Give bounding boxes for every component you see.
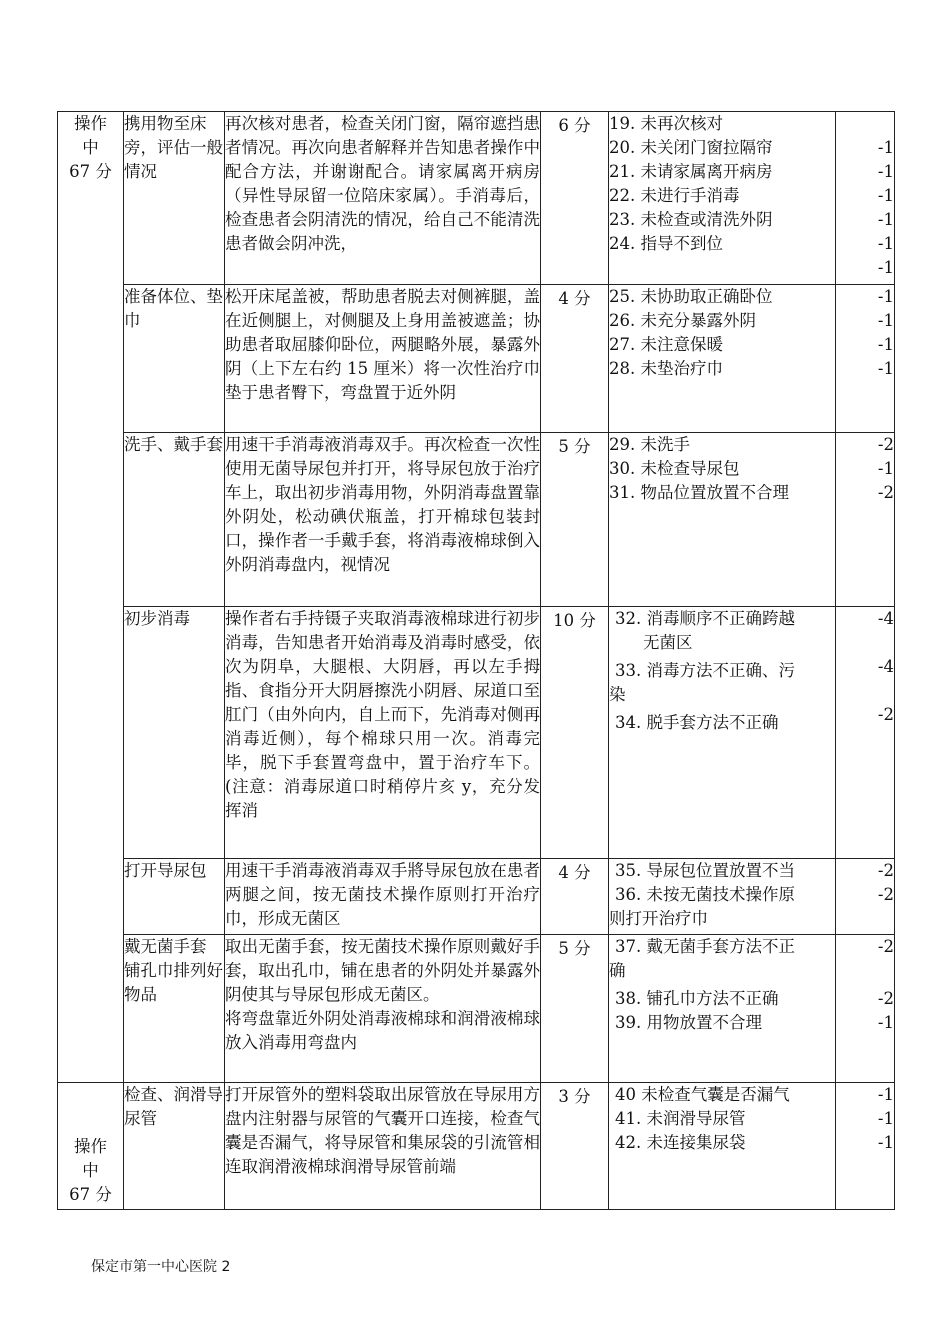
- points-cell: [836, 285, 895, 433]
- content-cell: [225, 859, 541, 935]
- point-value: -2: [877, 989, 894, 1008]
- deduction-item: 则打开治疗巾: [609, 909, 708, 928]
- score-cell: 5 分: [541, 935, 609, 1083]
- deduction-item: 33. 消毒方法不正确、污: [615, 661, 795, 680]
- point-value: -1: [877, 1013, 894, 1032]
- deduction-cell: [609, 433, 836, 607]
- category-line: 67 分: [69, 162, 112, 181]
- points-cell: [836, 859, 895, 935]
- deduction-item: 25. 未协助取正确卧位: [609, 287, 773, 306]
- score-cell: 3 分: [541, 1083, 609, 1210]
- item-cell: 戴无菌手套 铺孔巾排列好物品: [124, 935, 225, 1083]
- point-value: -2: [877, 483, 894, 502]
- point-value: -1: [877, 1133, 894, 1152]
- category-line: 67 分: [69, 1185, 112, 1204]
- point-value: -4: [877, 609, 894, 628]
- content-paragraph: 操作者右手持镊子夹取消毒液棉球进行初步消毒，告知患者开始消毒及消毒时感受，依次为阴阜，大腿根、大阴唇，再以左手拇指、食指分开大阴唇擦洗小阴唇、尿道口至肛门（由外向内，自上而下，先消毒对侧再消毒近侧），每个棉球只用一次。消毒完毕，脱下手套置弯盘中，置于治疗车下。(注意：消毒尿道口时稍停片亥 y，充分发挥消: [225, 609, 540, 820]
- table-row: [58, 112, 895, 285]
- deduction-item: 38. 铺孔巾方法不正确: [615, 989, 779, 1008]
- score-cell: 4 分: [541, 285, 609, 433]
- table-row: [58, 607, 895, 859]
- deduction-item: 42. 未连接集尿袋: [615, 1133, 746, 1152]
- deduction-item: 27. 未注意保暖: [609, 335, 723, 354]
- point-value: -2: [877, 861, 894, 880]
- content-paragraph: 用速干手消毒液消毒双手將导尿包放在患者两腿之间，按无菌技术操作原则打开治疗巾，形成无菌区: [225, 861, 540, 928]
- content-cell: [225, 285, 541, 433]
- deduction-item: 34. 脱手套方法不正确: [615, 713, 779, 732]
- points-cell: [836, 607, 895, 859]
- score-cell: 10 分: [541, 607, 609, 859]
- point-value: -1: [877, 359, 894, 378]
- deduction-item: 41. 未润滑导尿管: [615, 1109, 746, 1128]
- points-cell: [836, 935, 895, 1083]
- point-value: -4: [877, 657, 894, 676]
- table-row: [58, 433, 895, 607]
- point-value: -1: [877, 162, 894, 181]
- category-line: 操作: [74, 1137, 107, 1156]
- deduction-item: 24. 指导不到位: [609, 234, 723, 253]
- deduction-item: 39. 用物放置不合理: [615, 1013, 762, 1032]
- content-paragraph: 再次核对患者，检查关闭门窗，隔帘遮挡患者情况。再次向患者解释并告知患者操作中配合方法，并谢谢配合。请家属离开病房（异性导尿留一位陪床家属）。手消毒后，检查患者会阴清洗的情况，给自己不能清洗患者做会阴冲洗，: [225, 114, 540, 253]
- point-value: -1: [877, 459, 894, 478]
- deduction-item: 23. 未检查或清洗外阴: [609, 210, 773, 229]
- deduction-item: 40 未检查气囊是否漏气: [615, 1085, 790, 1104]
- content-paragraph: 打开尿管外的塑料袋取出尿管放在导尿用方盘内注射器与尿管的气囊开口连接，检查气囊是否漏气，将导尿管和集尿袋的引流管相连取润滑液棉球润滑导尿管前端: [225, 1085, 540, 1176]
- item-cell: 打开导尿包: [124, 859, 225, 935]
- points-cell: [836, 433, 895, 607]
- content-paragraph: 用速干手消毒液消毒双手。再次检查一次性使用无菌导尿包并打开，将导尿包放于治疗车上，取出初步消毒用物，外阴消毒盘置靠外阴处，松动碘伏瓶盖，打开棉球包装封口，操作者一手戴手套，将消毒液棉球倒入外阴消毒盘内，视情况: [225, 435, 540, 574]
- deduction-item: 29. 未洗手: [609, 435, 690, 454]
- category-line: 操作: [74, 114, 107, 133]
- table-row: [58, 935, 895, 1083]
- deduction-item: 21. 未请家属离开病房: [609, 162, 773, 181]
- item-cell: 初步消毒: [124, 607, 225, 859]
- item-cell: 洗手、戴手套: [124, 433, 225, 607]
- deduction-item: 20. 未关闭门窗拉隔帘: [609, 138, 773, 157]
- deduction-cell: [609, 1083, 836, 1210]
- category-cell: [58, 1083, 124, 1210]
- page-footer: 保定市第一中心医院 2: [91, 1259, 231, 1275]
- content-cell: [225, 112, 541, 285]
- deduction-item: 35. 导尿包位置放置不当: [615, 861, 795, 880]
- points-cell: [836, 1083, 895, 1210]
- point-value: [836, 112, 894, 136]
- deduction-cell: [609, 607, 836, 859]
- point-value: -1: [877, 335, 894, 354]
- deduction-item: 30. 未检查导尿包: [609, 459, 740, 478]
- deduction-item: 确: [609, 961, 626, 980]
- point-value: -1: [877, 1085, 894, 1104]
- point-value: -2: [877, 885, 894, 904]
- content-cell: [225, 433, 541, 607]
- deduction-cell: [609, 935, 836, 1083]
- deduction-item: 36. 未按无菌技术操作原: [615, 885, 795, 904]
- point-value: [836, 679, 894, 703]
- deduction-item: 31. 物品位置放置不合理: [609, 483, 789, 502]
- point-value: [836, 959, 894, 983]
- point-value: -2: [877, 435, 894, 454]
- content-paragraph: 取出无菌手套，按无菌技术操作原则戴好手套，取出孔巾，铺在患者的外阴处并暴露外阴使其与导尿包形成无菌区。: [225, 937, 540, 1004]
- category-line: 中: [82, 1161, 99, 1180]
- table-row: [58, 859, 895, 935]
- point-value: -1: [877, 1109, 894, 1128]
- point-value: -2: [877, 937, 894, 956]
- points-cell: [836, 112, 895, 285]
- point-value: -2: [877, 705, 894, 724]
- category-line: 中: [82, 138, 99, 157]
- score-cell: 5 分: [541, 433, 609, 607]
- deduction-item: 37. 戴无菌手套方法不正: [615, 937, 795, 956]
- content-cell: [225, 1083, 541, 1210]
- deduction-item: 26. 未充分暴露外阴: [609, 311, 756, 330]
- deduction-item: 22. 未进行手消毒: [609, 186, 740, 205]
- point-value: -1: [877, 186, 894, 205]
- category-cell: [58, 112, 124, 1083]
- table-row: [58, 285, 895, 433]
- scoring-table: [57, 111, 895, 1210]
- point-value: -1: [877, 234, 894, 253]
- point-value: -1: [877, 210, 894, 229]
- deduction-cell: [609, 285, 836, 433]
- content-paragraph: 松开床尾盖被，帮助患者脱去对侧裤腿，盖在近侧腿上，对侧腿及上身用盖被遮盖；协助患者取屈膝仰卧位，两腿略外展，暴露外阴（上下左右约 15 厘米）将一次性治疗巾垫于患者臀下，弯盘置于近外阴: [225, 287, 540, 402]
- deduction-cell: [609, 112, 836, 285]
- point-value: -1: [877, 311, 894, 330]
- content-paragraph: 将弯盘靠近外阴处消毒液棉球和润滑液棉球放入消毒用弯盘内: [225, 1009, 540, 1052]
- table-row: [58, 1083, 895, 1210]
- item-cell: 携用物至床旁，评估一般情况: [124, 112, 225, 285]
- item-cell: 准备体位、垫巾: [124, 285, 225, 433]
- content-cell: [225, 607, 541, 859]
- content-cell: [225, 935, 541, 1083]
- deduction-item: 无菌区: [643, 633, 693, 652]
- point-value: -1: [877, 138, 894, 157]
- score-cell: 6 分: [541, 112, 609, 285]
- point-value: [836, 631, 894, 655]
- deduction-item: 32. 消毒顺序不正确跨越: [615, 609, 795, 628]
- deduction-item: 28. 未垫治疗巾: [609, 359, 723, 378]
- point-value: -1: [877, 258, 894, 277]
- item-cell: 检查、润滑导尿管: [124, 1083, 225, 1210]
- point-value: -1: [877, 287, 894, 306]
- score-cell: 4 分: [541, 859, 609, 935]
- deduction-item: 19. 未再次核对: [609, 114, 723, 133]
- deduction-cell: [609, 859, 836, 935]
- deduction-item: 染: [609, 685, 626, 704]
